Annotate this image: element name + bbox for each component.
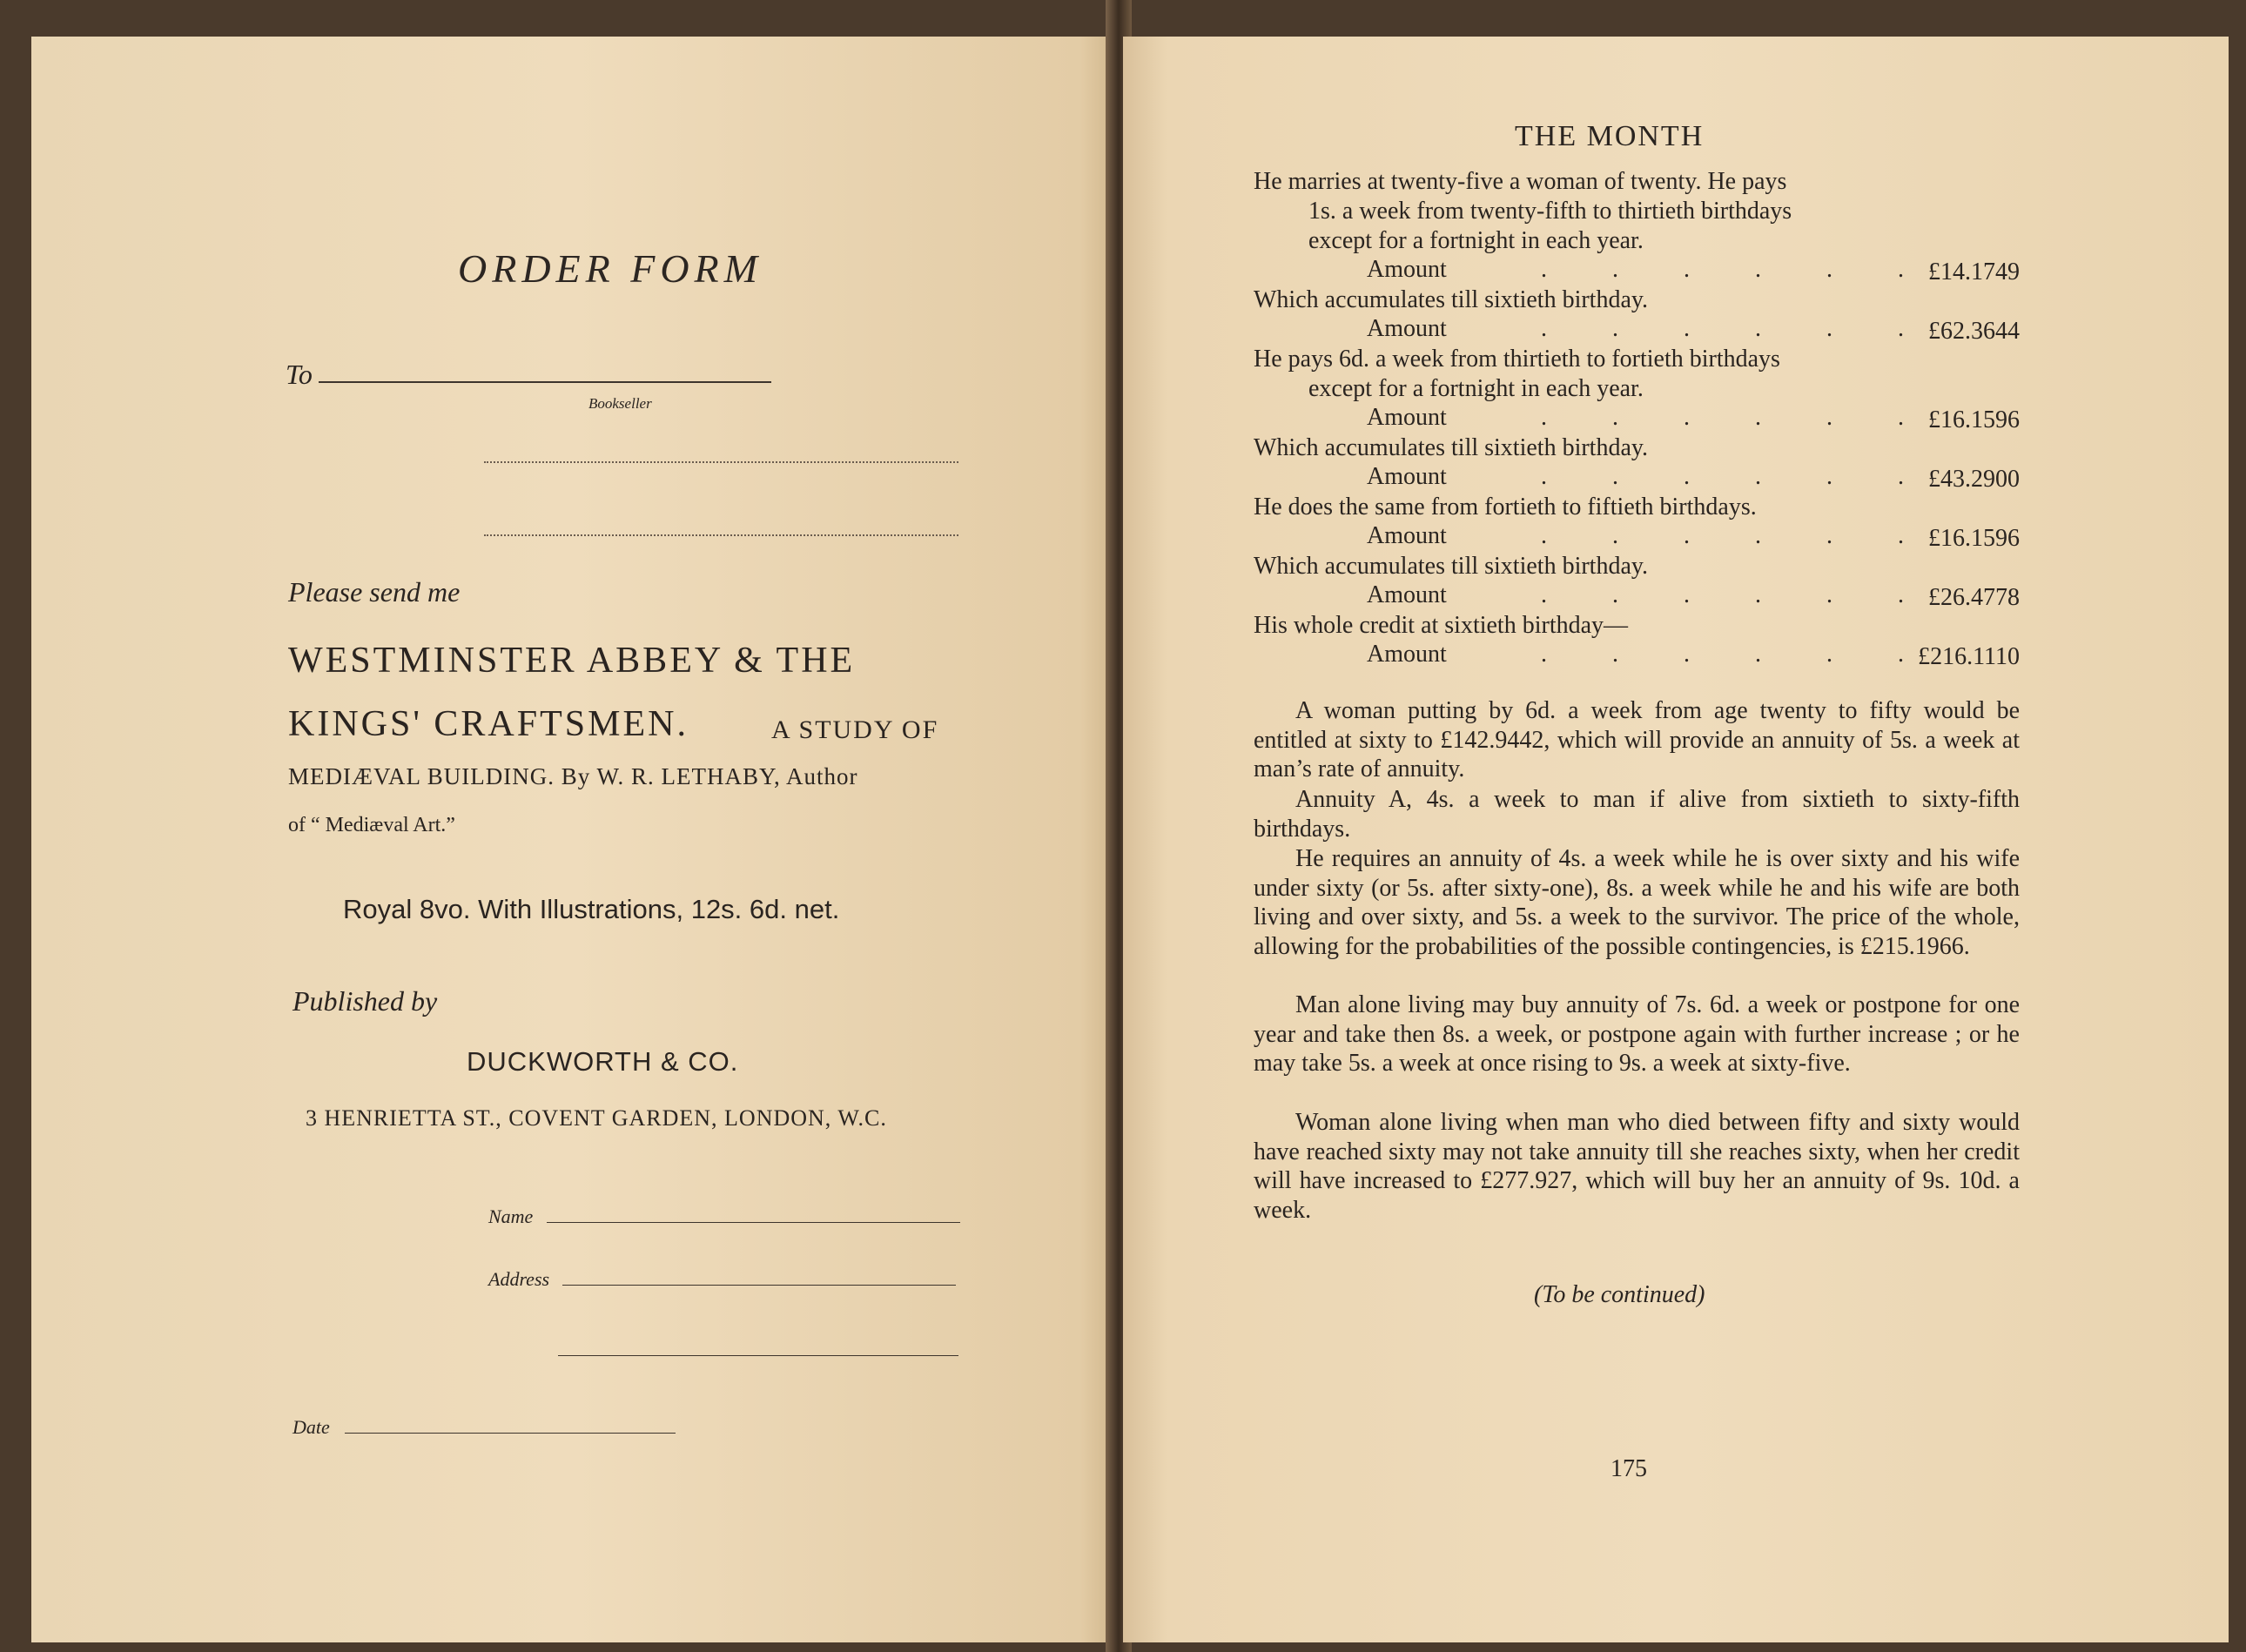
bookseller-label: Bookseller <box>588 395 652 412</box>
address-label: Address <box>488 1268 550 1290</box>
amount-label: Amount <box>1367 315 1447 342</box>
amount-label: Amount <box>1367 581 1447 608</box>
amount-label: Amount <box>1367 522 1447 549</box>
paragraph: Annuity A, 4s. a week to man if alive from sixtieth to sixty-fifth birthdays. <box>1254 786 2020 843</box>
amount-label: Amount <box>1367 256 1447 283</box>
right-page-the-month <box>1123 37 2229 1642</box>
text-line: except for a fortnight in each year. <box>1308 227 1644 254</box>
leader-dots: . . . . . . <box>1541 256 1933 283</box>
address-line-1[interactable] <box>484 461 958 463</box>
leader-dots: . . . . . . <box>1541 641 1933 668</box>
to-be-continued: (To be continued) <box>1534 1281 1705 1308</box>
amount-value: £216.1110 <box>1918 643 2020 670</box>
leader-dots: . . . . . . <box>1541 581 1933 608</box>
text-line: Which accumulates till sixtieth birthday. <box>1254 286 1649 313</box>
text-line: 1s. a week from twenty-fifth to thirtieth birthdays <box>1308 198 1792 225</box>
book-subtitle-line: MEDIÆVAL BUILDING. By W. R. LETHABY, Author <box>288 763 858 789</box>
to-line[interactable] <box>319 381 771 383</box>
publisher-name: DUCKWORTH & CO. <box>467 1046 739 1077</box>
address-line-2[interactable] <box>484 534 958 536</box>
book-title-line-2: KINGS' CRAFTSMEN. <box>288 704 689 744</box>
published-by-label: Published by <box>293 985 438 1017</box>
text-line: His whole credit at sixtieth birthday— <box>1254 612 1629 639</box>
name-label: Name <box>488 1205 534 1227</box>
leader-dots: . . . . . . <box>1541 463 1933 490</box>
name-field-line[interactable] <box>547 1222 960 1223</box>
please-send-label: Please send me <box>288 576 461 608</box>
book-title-line-1: WESTMINSTER ABBEY & THE <box>288 641 856 681</box>
amount-label: Amount <box>1367 463 1447 490</box>
publisher-address: 3 HENRIETTA ST., COVENT GARDEN, LONDON, W.C. <box>306 1105 887 1131</box>
left-page-order-form <box>31 37 1113 1642</box>
paragraph: Man alone living may buy annuity of 7s. 6d. a week or postpone for one year and take then 8s. a week, or postpone again with further increase ; or he may take 5s. a week at once rising to 9s. a week at sixty-five. <box>1254 991 2020 1077</box>
text-line: He marries at twenty-five a woman of twenty. He pays <box>1254 168 1787 195</box>
to-label: To <box>286 359 313 390</box>
text-line: except for a fortnight in each year. <box>1308 375 1644 402</box>
book-author-note: of “ Mediæval Art.” <box>288 814 455 836</box>
text-line: Which accumulates till sixtieth birthday. <box>1254 553 1649 580</box>
leader-dots: . . . . . . <box>1541 404 1933 431</box>
text-line: Which accumulates till sixtieth birthday. <box>1254 434 1649 461</box>
date-label: Date <box>293 1416 330 1438</box>
amount-label: Amount <box>1367 404 1447 431</box>
paragraph: Woman alone living when man who died between fifty and sixty would have reached sixty may not take annuity till she reaches sixty, when her credit will have increased to £277.927, which will buy her an annuity of 9s. 10d. a week. <box>1254 1109 2020 1224</box>
paragraph: He requires an annuity of 4s. a week while he is over sixty and his wife under sixty (or 5s. after sixty-one), 8s. a week while he and his wife are both living and over sixty, and 5s. a week to the survivor. The price of the whole, allowing for the probabilities of the possible contingencies, is £215.1966. <box>1254 845 2020 960</box>
book-subtitle-study: A STUDY OF <box>771 715 939 744</box>
amount-value: £62.3644 <box>1928 318 2020 345</box>
amount-value: £16.1596 <box>1928 525 2020 552</box>
order-form-title: ORDER FORM <box>458 246 763 291</box>
amount-value: £26.4778 <box>1928 584 2020 611</box>
amount-label: Amount <box>1367 641 1447 668</box>
leader-dots: . . . . . . <box>1541 315 1933 342</box>
book-format-price: Royal 8vo. With Illustrations, 12s. 6d. net. <box>343 894 840 924</box>
amount-value: £43.2900 <box>1928 466 2020 493</box>
paragraph: A woman putting by 6d. a week from age twenty to fifty would be entitled at sixty to £142.9442, which will provide an annuity of 5s. a week at man’s rate of annuity. <box>1254 697 2020 782</box>
amount-value: £16.1596 <box>1928 406 2020 433</box>
address-field-line[interactable] <box>562 1285 956 1286</box>
leader-dots: . . . . . . <box>1541 522 1933 549</box>
text-line: He pays 6d. a week from thirtieth to fortieth birthdays <box>1254 346 1780 373</box>
amount-value: £14.1749 <box>1928 259 2020 285</box>
running-header: THE MONTH <box>1515 120 1705 152</box>
text-line: He does the same from fortieth to fiftieth birthdays. <box>1254 494 1757 520</box>
address-field-line-2[interactable] <box>558 1355 958 1356</box>
page-number: 175 <box>1611 1455 1647 1482</box>
date-field-line[interactable] <box>345 1433 676 1434</box>
